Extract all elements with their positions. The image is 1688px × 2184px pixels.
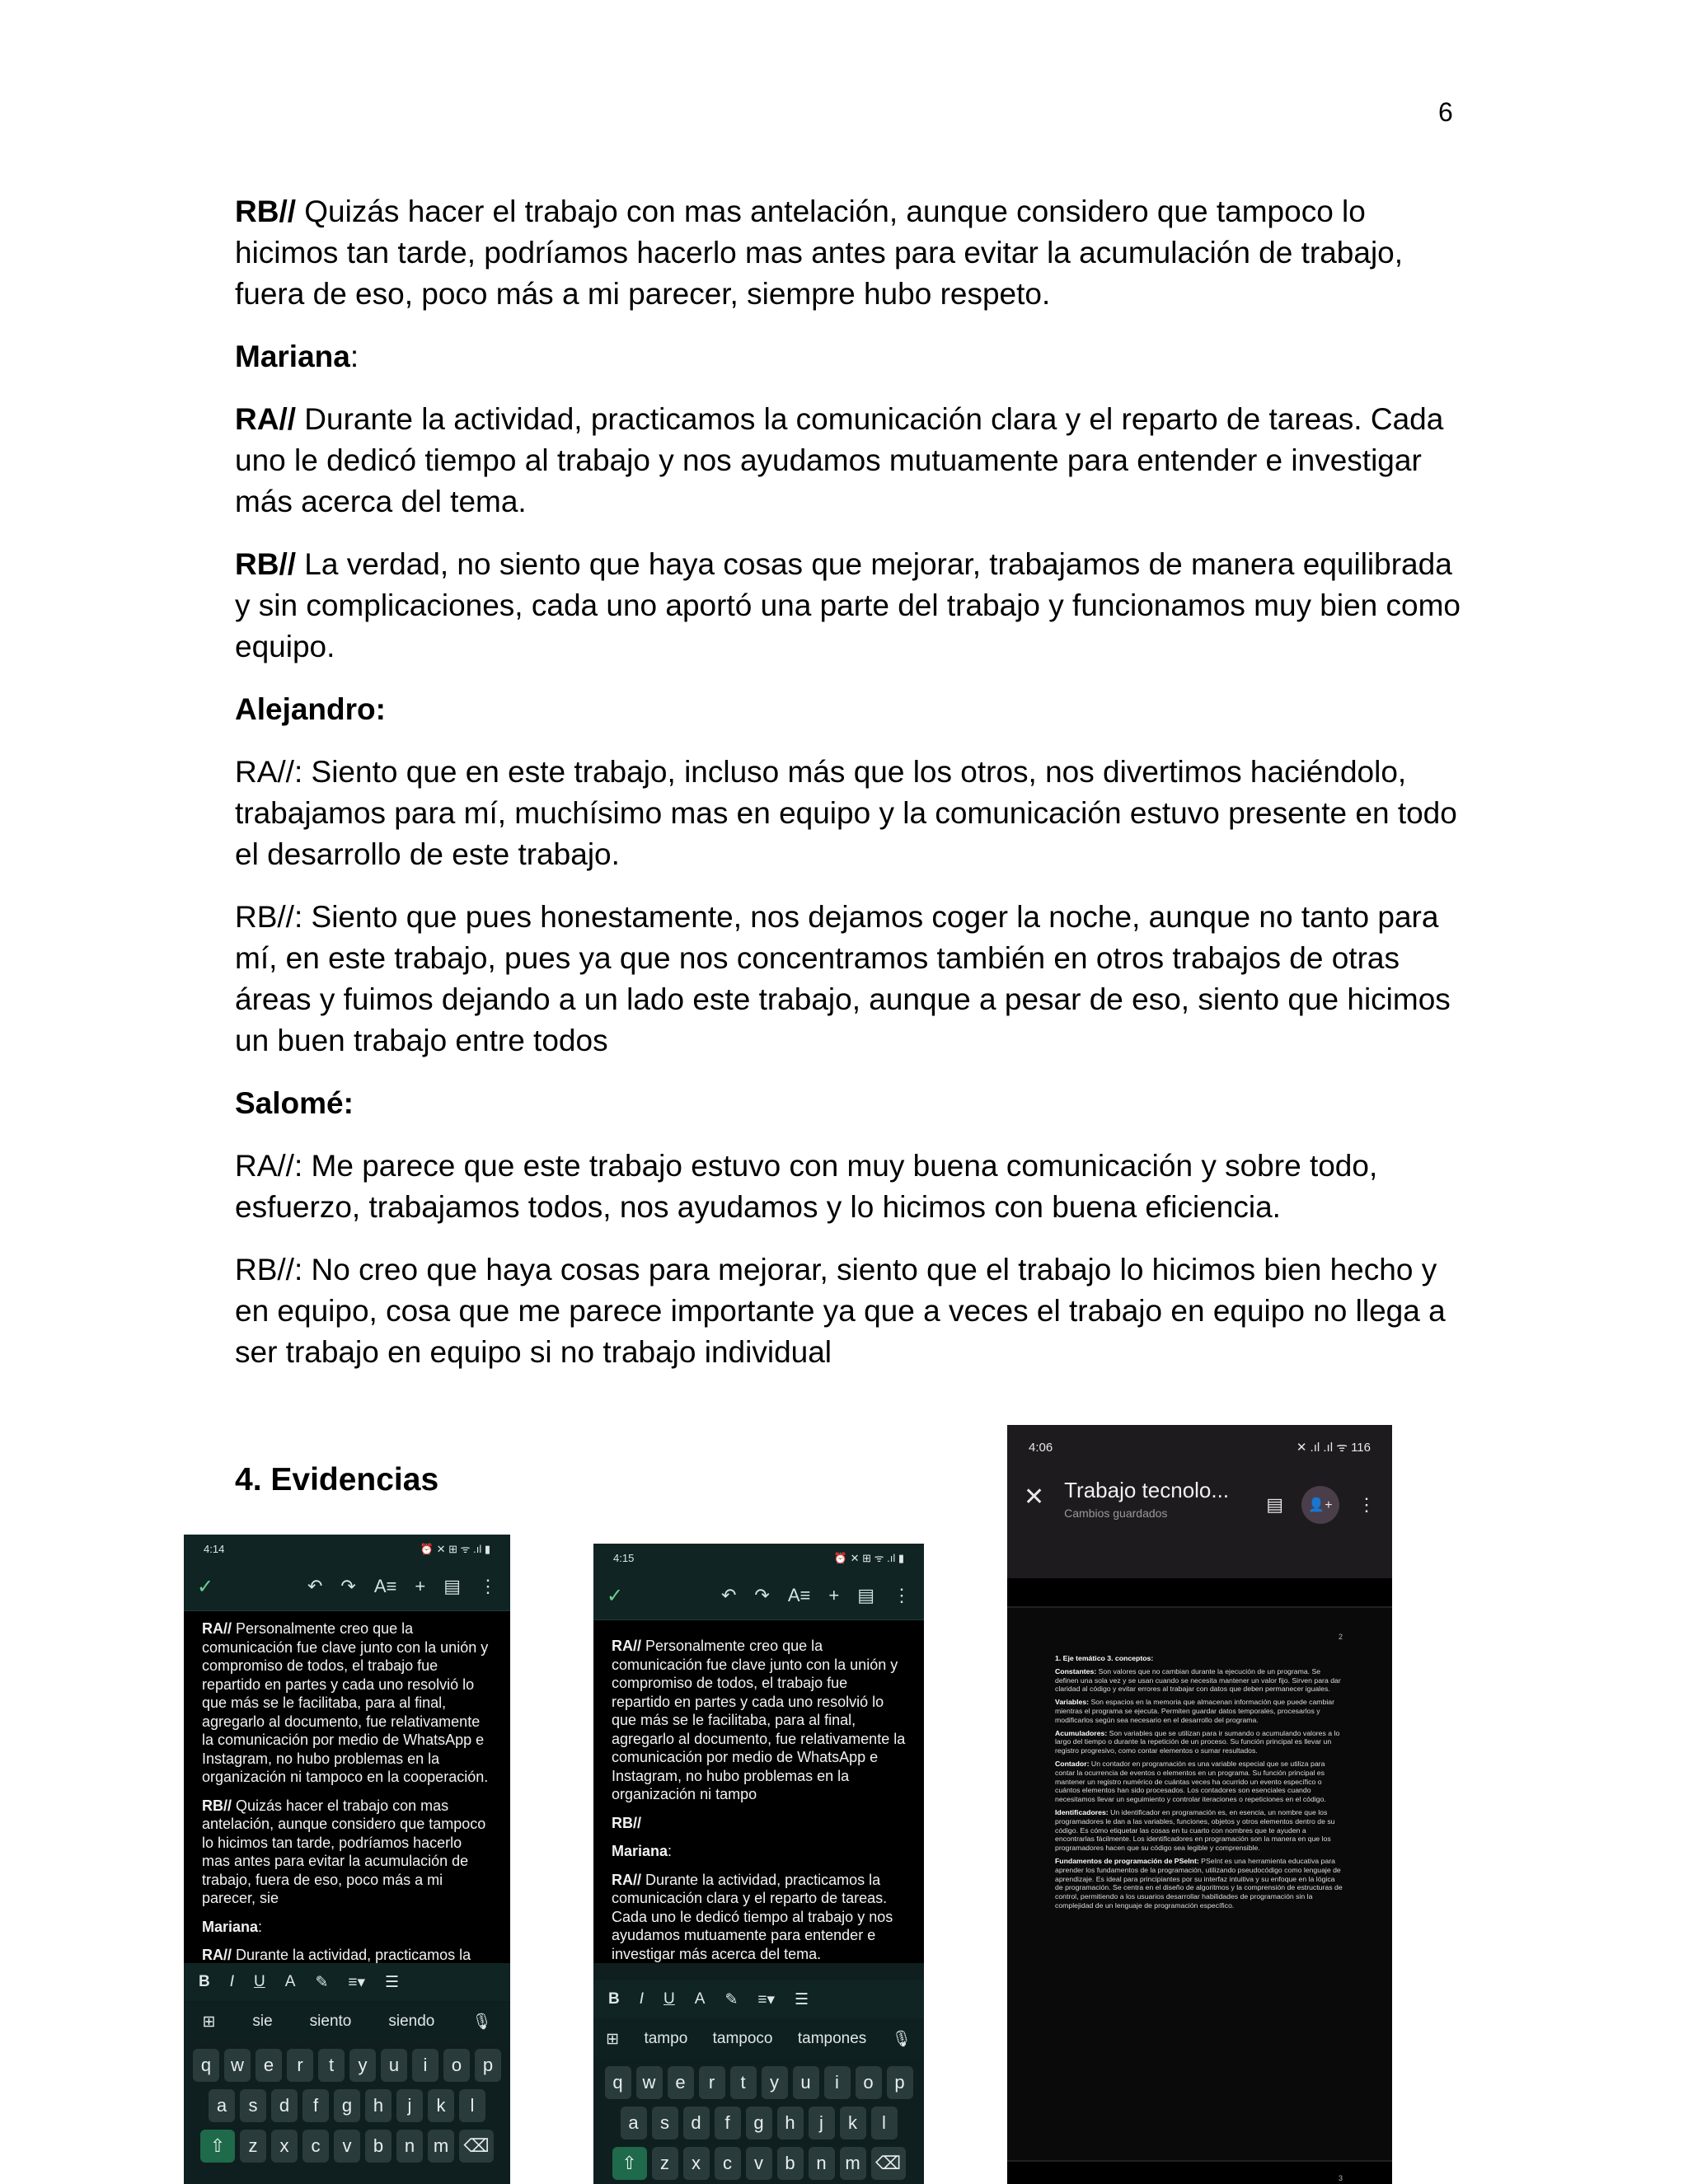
text-color-icon[interactable]: A bbox=[694, 1990, 706, 2008]
key[interactable]: b bbox=[365, 2130, 392, 2163]
save-status: Cambios guardados bbox=[1064, 1507, 1168, 1520]
suggestion[interactable]: siento bbox=[309, 2013, 352, 2030]
undo-icon[interactable]: ↶ bbox=[720, 1585, 737, 1605]
highlight-icon[interactable]: ✎ bbox=[724, 1990, 738, 2008]
apps-icon[interactable]: ⊞ bbox=[202, 2013, 216, 2031]
paragraph-rb-intro: RB// Quizás hacer el trabajo con mas antelación, aunque considero que tampoco lo hicimos tan tarde, podríamos hacerlo mas antes para evitar la acumulación de trabajo, fuera de eso, poco más a mi parecer, siempre hubo respeto. bbox=[235, 194, 1404, 311]
section-heading-evidencias: 4. Evidencias bbox=[235, 1462, 439, 1497]
keyboard-row-3 bbox=[189, 2130, 505, 2163]
more-icon[interactable]: ⋮ bbox=[1357, 1494, 1376, 1515]
key[interactable]: m bbox=[428, 2130, 454, 2163]
status-bar bbox=[184, 1535, 510, 1563]
key[interactable]: f bbox=[715, 2107, 741, 2139]
page-number: 6 bbox=[1438, 97, 1453, 127]
redo-icon[interactable]: ↷ bbox=[754, 1585, 770, 1605]
status-time: 4:06 bbox=[1029, 1440, 1053, 1455]
key[interactable]: x bbox=[683, 2147, 710, 2180]
name-alejandro: Alejandro: bbox=[235, 692, 386, 726]
italic-icon[interactable]: I bbox=[639, 1990, 645, 2008]
status-time: 4:15 bbox=[613, 1551, 635, 1564]
key[interactable]: x bbox=[271, 2130, 298, 2163]
italic-icon[interactable]: I bbox=[229, 1973, 235, 1990]
list-icon[interactable]: ☰ bbox=[384, 1973, 400, 1991]
highlight-icon[interactable]: ✎ bbox=[315, 1973, 329, 1991]
text-format-icon[interactable]: A≡ bbox=[787, 1585, 811, 1605]
key[interactable]: m bbox=[840, 2147, 866, 2180]
key[interactable]: k bbox=[840, 2107, 866, 2139]
key[interactable]: a bbox=[621, 2107, 647, 2139]
comment-icon[interactable]: ▤ bbox=[1266, 1494, 1283, 1515]
key[interactable]: f bbox=[302, 2089, 329, 2122]
key[interactable]: a bbox=[209, 2089, 235, 2122]
key[interactable]: z bbox=[652, 2147, 678, 2180]
label-rb: RB// bbox=[235, 194, 296, 228]
phone-screenshot-docs bbox=[1007, 1425, 1392, 2184]
key[interactable]: k bbox=[428, 2089, 454, 2122]
format-bar bbox=[184, 1963, 510, 2001]
key[interactable]: i bbox=[824, 2066, 851, 2099]
editor-toolbar bbox=[184, 1563, 510, 1611]
align-icon[interactable]: ≡▾ bbox=[348, 1973, 365, 1991]
document-title[interactable]: Trabajo tecnolo... bbox=[1064, 1478, 1230, 1502]
redo-icon[interactable]: ↷ bbox=[340, 1576, 356, 1596]
more-icon[interactable]: ⋮ bbox=[479, 1576, 497, 1596]
add-icon[interactable]: + bbox=[415, 1576, 426, 1596]
keyboard-row-3 bbox=[598, 2147, 919, 2180]
docs-header bbox=[1007, 1469, 1392, 1578]
key[interactable]: t bbox=[730, 2066, 757, 2099]
key[interactable]: c bbox=[715, 2147, 741, 2180]
key[interactable]: j bbox=[396, 2089, 423, 2122]
check-icon[interactable]: ✓ bbox=[607, 1584, 624, 1607]
key[interactable]: n bbox=[396, 2130, 423, 2163]
suggestion[interactable]: tampones bbox=[797, 2030, 867, 2047]
key[interactable]: q bbox=[605, 2066, 631, 2099]
keyboard-row-2 bbox=[598, 2107, 919, 2139]
shift-key[interactable]: ⇧ bbox=[200, 2130, 235, 2163]
suggestion[interactable]: tampo bbox=[644, 2030, 688, 2047]
paragraph-alejandro-rb: RB//: Siento que pues honestamente, nos dejamos coger la noche, aunque no tanto para mí, en este trabajo, pues ya que nos concentramos también en otros trabajos de otras áreas y fuimos dejando a un lado este trabajo, aunque a pesar de eso, siento que hicimos un buen trabajo entre todos bbox=[235, 900, 1451, 1057]
add-person-icon[interactable]: 👤+ bbox=[1301, 1486, 1339, 1524]
align-icon[interactable]: ≡▾ bbox=[757, 1990, 775, 2008]
document-text: 1. Eje temático 3. conceptos: Constantes: Son valores que no cambian durante la ejecución de un programa. Se definen una sola vez y se usan cuando se necesita mantener un valor fijo. Sirven para dar claridad al código y evitar errores al trabajar con datos que deben permanecer iguales. Variables: Son espacios en la memoria que almacenan información que puede cambiar mientras el programa se ejecuta. Permiten guardar datos temporales, procesarlos y modificarlos según sea necesario en el desarrollo del programa. Acumuladores: Son variables que se utilizan para ir sumando o acumulando valores a lo largo del tiempo o durante la repetición de un proceso. Su función principal es llevar un registro progresivo, como contar elementos o sumar resultados. Contador: Un contador en programación es una variable especial que se utiliza para contar la ocurrencia de eventos o elementos en un programa. Su función principal es mantener un registro numérico de cuántas veces ha ocurrido un evento específico o cuántos elementos han sido procesados. Los contadores son esenciales cuando necesitamos llevar un seguimiento y controlar iteraciones o repeticiones en el código. Identificadores: Un identificador en programación es, en esencia, un nombre que los programadores le dan a las variables, funciones, objetos y otros elementos dentro de su código. Es cómo etiquetar las cosas en tu cuarto con nombres que te ayuden a encontrarlas fácilmente. Los identificadores en programación son la manera en que los programadores hacen que su código sea legible y comprensible. Fundamentos de programación de PSeInt: PSeInt es una herramienta educativa para aprender los fundamentos de la programación, utilizando pseudocódigo como lenguaje de aprendizaje. Es ideal para principiantes por su interfaz intuitiva y su enfoque en la lógica de programación. Se centra en el diseño de algoritmos y la comprensión de estructuras de control, permitiendo a los usuarios desarrollar habilidades de programación sin la complejidad de un lenguaje de programación específico. bbox=[1055, 1654, 1343, 1910]
key[interactable]: q bbox=[193, 2049, 219, 2082]
key[interactable]: g bbox=[334, 2089, 360, 2122]
text-format-icon[interactable]: A≡ bbox=[373, 1576, 397, 1596]
key[interactable]: u bbox=[793, 2066, 819, 2099]
key[interactable]: h bbox=[777, 2107, 804, 2139]
key[interactable]: y bbox=[349, 2049, 376, 2082]
suggestion[interactable]: sie bbox=[252, 2013, 273, 2030]
status-icons: ⏰ ✕ ⊞ ᯤ .ıl ▮ bbox=[420, 1543, 490, 1555]
document-content[interactable]: RA// Personalmente creo que la comunicación fue clave junto con la unión y compromiso de todos, el trabajo fue repartido en partes y cada uno resolvió lo que más se le facilitaba, para al final, agregarlo al documento, fue relativamente la comunicación por medio de WhatsApp e Instagram, no hubo problemas en la organización ni tampo RB// Mariana: RA// Durante la actividad, practicamos la comunicación clara y el reparto de tareas. Cada uno le dedicó tiempo al trabajo y nos ayudamos mutuamente para entender e investigar más acerca del tema. bbox=[593, 1620, 924, 1963]
label-ra: RA// bbox=[235, 402, 296, 436]
phone-screenshot-2 bbox=[593, 1544, 924, 2184]
format-bar bbox=[593, 1980, 924, 2018]
paragraph-mariana-ra: RA// Durante la actividad, practicamos la comunicación clara y el reparto de tareas. Cada uno le dedicó tiempo al trabajo y nos ayudamos mutuamente para entender e investigar más acerca del tema. bbox=[235, 402, 1444, 518]
name-salome: Salomé: bbox=[235, 1086, 354, 1120]
key[interactable]: r bbox=[699, 2066, 725, 2099]
key[interactable]: h bbox=[365, 2089, 392, 2122]
key[interactable]: n bbox=[809, 2147, 835, 2180]
document-content[interactable]: RA// Personalmente creo que la comunicación fue clave junto con la unión y compromiso de todos, el trabajo fue repartido en partes y cada uno resolvió lo que más se le facilitaba, para al final, agregarlo al documento, fue relativamente la comunicación por medio de WhatsApp e Instagram, no hubo problemas en la organización ni tampoco en la cooperación. RB// Quizás hacer el trabajo con mas antelación, aunque considero que tampoco lo hicimos tan tarde, podríamos hacerlo mas antes para evitar la acumulación de trabajo, fuera de eso, poco más a mi parecer, sie Mariana: RA// Durante la actividad, practicamos la bbox=[184, 1611, 510, 1965]
document-page bbox=[1007, 1606, 1392, 2162]
key[interactable]: c bbox=[302, 2130, 329, 2163]
key[interactable]: l bbox=[871, 2107, 898, 2139]
more-icon[interactable]: ⋮ bbox=[893, 1585, 911, 1605]
add-icon[interactable]: + bbox=[828, 1585, 840, 1605]
key[interactable]: d bbox=[683, 2107, 710, 2139]
status-bar bbox=[593, 1544, 924, 1572]
suggestion[interactable]: tampoco bbox=[712, 2030, 773, 2047]
key[interactable]: w bbox=[636, 2066, 663, 2099]
bold-icon[interactable]: B bbox=[199, 1973, 210, 1990]
docs-title-block bbox=[1064, 1478, 1229, 1520]
status-icons: ⏰ ✕ ⊞ ᯤ .ıl ▮ bbox=[833, 1552, 904, 1564]
key[interactable]: p bbox=[475, 2049, 501, 2082]
phone-screenshot-1 bbox=[184, 1535, 510, 2184]
apps-icon[interactable]: ⊞ bbox=[606, 2030, 620, 2048]
shift-key[interactable]: ⇧ bbox=[612, 2147, 647, 2180]
delete-key[interactable]: ⌫ bbox=[459, 2130, 494, 2163]
key[interactable]: z bbox=[240, 2130, 266, 2163]
key[interactable]: l bbox=[459, 2089, 485, 2122]
key[interactable]: v bbox=[334, 2130, 360, 2163]
mic-icon[interactable]: 🎙 bbox=[471, 2013, 492, 2031]
key[interactable]: j bbox=[809, 2107, 835, 2139]
key[interactable]: s bbox=[240, 2089, 266, 2122]
comment-icon[interactable]: ▤ bbox=[443, 1576, 461, 1596]
editor-toolbar bbox=[593, 1572, 924, 1620]
key[interactable]: e bbox=[256, 2049, 282, 2082]
paragraph-salome-ra: RA//: Me parece que este trabajo estuvo con muy buena comunicación y sobre todo, esfuerzo, trabajamos todos, nos ayudamos y lo hicimos con buena eficiencia. bbox=[235, 1149, 1378, 1224]
keyboard bbox=[184, 2044, 510, 2184]
docs-actions bbox=[1248, 1486, 1376, 1524]
keyboard-row-2 bbox=[189, 2089, 505, 2122]
key[interactable]: u bbox=[381, 2049, 407, 2082]
document-body bbox=[235, 191, 1471, 1394]
key[interactable]: e bbox=[668, 2066, 694, 2099]
paragraph-salome-rb: RB//: No creo que haya cosas para mejorar, siento que el trabajo lo hicimos bien hecho y en equipo, cosa que me parece importante ya que a veces el trabajo en equipo no llega a ser trabajo en equipo si no trabajo individual bbox=[235, 1253, 1446, 1369]
key[interactable]: g bbox=[746, 2107, 772, 2139]
suggestion-bar bbox=[184, 2003, 510, 2041]
key[interactable]: w bbox=[224, 2049, 251, 2082]
comment-icon[interactable]: ▤ bbox=[857, 1585, 874, 1605]
paragraph-alejandro-ra: RA//: Siento que en este trabajo, incluso más que los otros, nos divertimos haciéndolo, trabajamos para mí, muchísimo mas en equipo y la comunicación estuvo presente en todo el desarrollo de este trabajo. bbox=[235, 755, 1457, 871]
page-number: 2 bbox=[1338, 1633, 1343, 1641]
check-icon[interactable]: ✓ bbox=[197, 1575, 214, 1598]
underline-icon[interactable]: U bbox=[254, 1973, 265, 1990]
keyboard-row-1 bbox=[189, 2049, 505, 2082]
label-rb: RB// bbox=[235, 547, 296, 581]
keyboard bbox=[593, 2061, 924, 2184]
next-page-number: 3 bbox=[1338, 2174, 1343, 2182]
status-icons: ✕ .ıl .ıl ᯤ 116 bbox=[1296, 1441, 1371, 1455]
suggestion-bar bbox=[593, 2020, 924, 2058]
key[interactable]: y bbox=[762, 2066, 788, 2099]
close-icon[interactable]: ✕ bbox=[1024, 1483, 1045, 1511]
underline-icon[interactable]: U bbox=[663, 1990, 675, 2008]
key[interactable]: b bbox=[777, 2147, 804, 2180]
bold-icon[interactable]: B bbox=[608, 1990, 620, 2008]
keyboard-row-1 bbox=[598, 2066, 919, 2099]
key[interactable]: o bbox=[856, 2066, 882, 2099]
status-time: 4:14 bbox=[204, 1542, 225, 1555]
delete-key[interactable]: ⌫ bbox=[871, 2147, 906, 2180]
key[interactable]: d bbox=[271, 2089, 298, 2122]
undo-icon[interactable]: ↶ bbox=[307, 1576, 323, 1596]
key[interactable]: r bbox=[287, 2049, 313, 2082]
mic-icon[interactable]: 🎙 bbox=[891, 2031, 912, 2048]
suggestion[interactable]: siendo bbox=[388, 2013, 435, 2030]
key[interactable]: s bbox=[652, 2107, 678, 2139]
key[interactable]: o bbox=[443, 2049, 470, 2082]
text-color-icon[interactable]: A bbox=[284, 1973, 296, 1990]
key[interactable]: i bbox=[412, 2049, 438, 2082]
list-icon[interactable]: ☰ bbox=[794, 1990, 809, 2008]
key[interactable]: v bbox=[746, 2147, 772, 2180]
paragraph-mariana-rb: RB// La verdad, no siento que haya cosas que mejorar, trabajamos de manera equilibrada y sin complicaciones, cada uno aportó una parte del trabajo y funcionamos muy bien como equipo. bbox=[235, 547, 1461, 663]
name-mariana: Mariana: bbox=[235, 340, 359, 373]
key[interactable]: p bbox=[887, 2066, 913, 2099]
key[interactable]: t bbox=[318, 2049, 345, 2082]
status-bar bbox=[1007, 1425, 1392, 1469]
